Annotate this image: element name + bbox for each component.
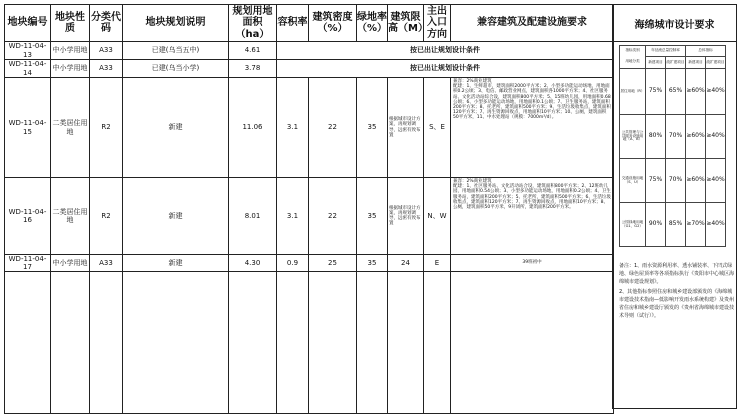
- land-area: 4.30: [229, 255, 277, 272]
- sponge-notes: [619, 263, 734, 323]
- height-limit: 24: [388, 255, 424, 272]
- height-limit: 根据城市设计方案，再规划调导，远密有致布置: [388, 178, 424, 255]
- nature: 二类居住用地: [51, 78, 90, 178]
- table-row: [5, 42, 614, 60]
- header-plot-no: 地块编号: [5, 5, 51, 42]
- plot-no: WD-11-04-14: [5, 60, 51, 78]
- sponge-subcol: 改扩建项目: [666, 57, 686, 69]
- sponge-note: 备注：1、雨水资源利用率、透水铺装率、下凹式绿地、绿色屋顶率等各项指标执行《贵阳市中心城区海绵城市建设规划》。: [619, 263, 735, 285]
- green: 35: [357, 255, 388, 272]
- sponge-value: ≥60%: [686, 69, 706, 115]
- sponge-row-label: 公园绿地用地（G1、G2）: [620, 203, 646, 247]
- sponge-col-group-1: 年径流总量控制率: [646, 46, 686, 57]
- sponge-value: ≥70%: [686, 203, 706, 247]
- header-plan-note: 地块规划说明: [123, 5, 229, 42]
- sponge-value: 80%: [646, 115, 666, 159]
- class-code: A33: [90, 60, 123, 78]
- sponge-value: ≥60%: [686, 159, 706, 203]
- table-row: [5, 178, 614, 255]
- sponge-subcol: 改扩建项目: [706, 57, 726, 69]
- table-row: [5, 78, 614, 178]
- land-area: 3.78: [229, 60, 277, 78]
- sponge-subcol: 新建项目: [646, 57, 666, 69]
- nature: 中小学用地: [51, 255, 90, 272]
- header-green: 绿地率（%）: [357, 5, 388, 42]
- sponge-value: ≥40%: [706, 159, 726, 203]
- entrance: E: [424, 255, 451, 272]
- far: 3.1: [277, 178, 309, 255]
- sponge-city-panel: [612, 4, 737, 409]
- plan-note: 新建: [123, 78, 229, 178]
- class-code: R2: [90, 178, 123, 255]
- table-row: [5, 60, 614, 78]
- land-area: 8.01: [229, 178, 277, 255]
- sponge-value: 70%: [666, 115, 686, 159]
- density: 25: [309, 255, 357, 272]
- land-area: 11.06: [229, 78, 277, 178]
- sponge-value: ≥40%: [706, 69, 726, 115]
- sponge-value: 85%: [666, 203, 686, 247]
- green: 35: [357, 178, 388, 255]
- sponge-row: [620, 159, 726, 203]
- header-density: 建筑密度（%）: [309, 5, 357, 42]
- density: 22: [309, 78, 357, 178]
- nature: 中小学用地: [51, 42, 90, 60]
- land-area: 4.61: [229, 42, 277, 60]
- class-code: R2: [90, 78, 123, 178]
- sponge-row-label: 交通设施用地（S、U）: [620, 159, 646, 203]
- table-row-empty: [5, 272, 614, 414]
- sponge-value: ≥40%: [706, 203, 726, 247]
- sponge-value: 70%: [666, 159, 686, 203]
- header-entrance: 主出入口方向: [424, 5, 451, 42]
- sponge-row-label: 居住用地（R）: [620, 69, 646, 115]
- sponge-value: 65%: [666, 69, 686, 115]
- far: 0.9: [277, 255, 309, 272]
- plan-note: 已建(乌当小学): [123, 60, 229, 78]
- merged-note: 按已出让规划设计条件: [277, 60, 614, 78]
- plot-table: [4, 4, 614, 414]
- facilities: 39班初中: [451, 255, 614, 272]
- facilities: 兼容：2%商业建筑 配建：1、生鲜超市，建筑面积2000平方米；2、小型多功能运动场地，用地面积0.2公顷；3、电信、邮政营业网点，建筑面积各1000平方米；4、社区服务站、文化活动站综合设，建筑面积800平方米；5、15班幼儿园，用地面积0.68公顷；6、小型多功能运动场地，用地面积0.1公顷；7、卫生服务站，建筑面积200平方米；8、托老所，建筑面积500平方米；9、生活垃圾收集点，建筑面积120平方米；7、再生资源回收点，用地面积10平方米；10、公厕，建筑面积50平方米，11、中水处理站（规模：7000m³/d）。: [451, 78, 614, 178]
- header-facilities: 兼容建筑及配建设施要求: [451, 5, 614, 42]
- sponge-value: 75%: [646, 159, 666, 203]
- header-row: [5, 5, 614, 42]
- sponge-subcol: 新建项目: [686, 57, 706, 69]
- sponge-col-group-2: 总体指标: [686, 46, 726, 57]
- sponge-row: [620, 203, 726, 247]
- plan-note: 已建(乌当五中): [123, 42, 229, 60]
- plot-no: WD-11-04-15: [5, 78, 51, 178]
- sponge-row: [620, 69, 726, 115]
- far: 3.1: [277, 78, 309, 178]
- sponge-value: 75%: [646, 69, 666, 115]
- plan-note: 新建: [123, 178, 229, 255]
- green: 35: [357, 78, 388, 178]
- nature: 中小学用地: [51, 60, 90, 78]
- sponge-value: ≥60%: [686, 115, 706, 159]
- sponge-value: 90%: [646, 203, 666, 247]
- entrance: N、W: [424, 178, 451, 255]
- header-height-limit: 建筑限高（M）: [388, 5, 424, 42]
- sponge-col-class: 指标类别: [620, 46, 646, 57]
- plot-no: WD-11-04-17: [5, 255, 51, 272]
- class-code: A33: [90, 42, 123, 60]
- plot-no: WD-11-04-16: [5, 178, 51, 255]
- header-class-code: 分类代码: [90, 5, 123, 42]
- sponge-col-land-class: 用地分类: [620, 57, 646, 69]
- sponge-row: [620, 115, 726, 159]
- plot-no: WD-11-04-13: [5, 42, 51, 60]
- planning-sheet: [4, 4, 737, 409]
- table-row: [5, 255, 614, 272]
- class-code: A33: [90, 255, 123, 272]
- sponge-table: [619, 45, 726, 247]
- header-land-area: 规划用地面积（ha）: [229, 5, 277, 42]
- height-limit: 根据城市设计方案，再规划调导，远密有致布置: [388, 78, 424, 178]
- header-nature: 地块性质: [51, 5, 90, 42]
- sponge-row-label: 公共管理与公共服务设施用地（A、B）: [620, 115, 646, 159]
- sponge-title: 海绵城市设计要求: [613, 5, 736, 42]
- nature: 二类居住用地: [51, 178, 90, 255]
- sponge-note: 2、其他指标参照住房和城乡建设部颁发的《海绵城市建设技术指南—低影响开发雨水系统构建》及贵州省住房和城乡建设厅颁发的《贵州省海绵城市建设技术导则（试行）》。: [619, 289, 735, 319]
- facilities: 兼容：2%商业建筑 配建：1、社区服务站、文化活动站合设，建筑面积800平方米；2、12班幼儿园，用地面积0.54公顷；3、小型多功能运动场地，用地面积0.2公顷；4、卫生服务站，建筑面积200平方米；5、托老所，建筑面积500平方米；6、生活垃圾收集点，建筑面积120平方米；7、再生资源回收点，用地面积10平方米；8、公厕，建筑面积50平方米，9开闭所，建筑面积200平方米。: [451, 178, 614, 255]
- density: 22: [309, 178, 357, 255]
- header-far: 容积率: [277, 5, 309, 42]
- plan-note: 新建: [123, 255, 229, 272]
- merged-note: 按已出让规划设计条件: [277, 42, 614, 60]
- entrance: S、E: [424, 78, 451, 178]
- sponge-value: ≥40%: [706, 115, 726, 159]
